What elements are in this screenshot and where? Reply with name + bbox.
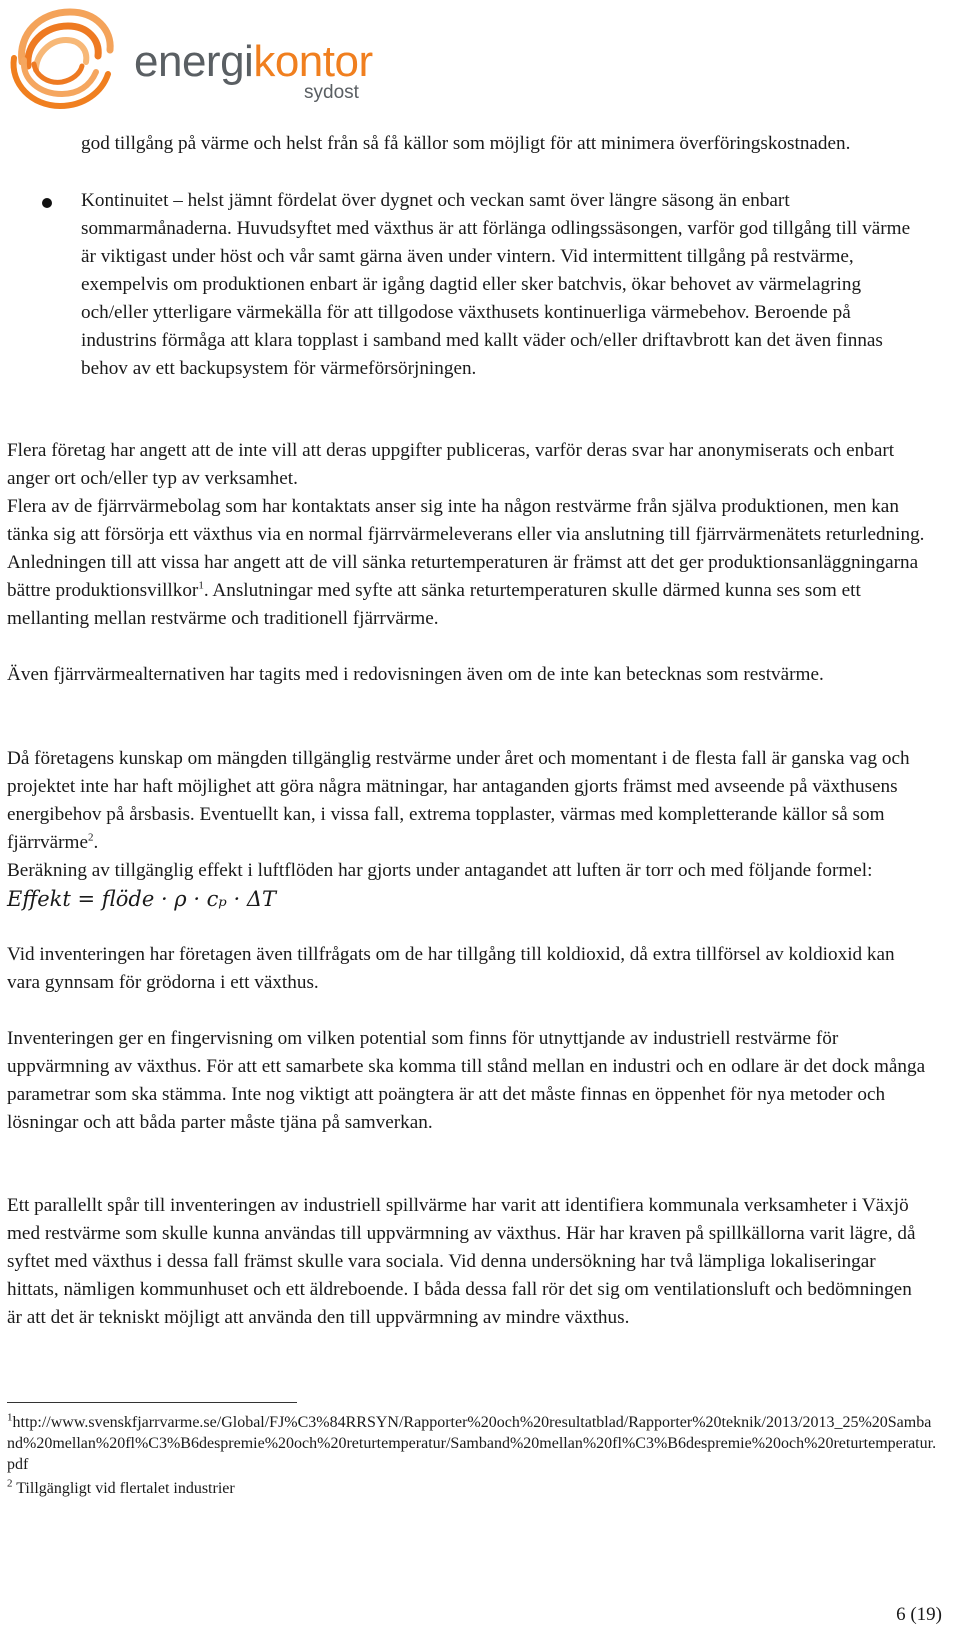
- footnote-ref-2: 2: [87, 831, 94, 844]
- paragraph-parallel-track: Ett parallellt spår till inventeringen av industriell spillvärme har varit att identifiera kommunala verksamheter i Växjö med restvärme som skulle kunna användas till uppvärmning av växthus. Här har kraven på spillkällorna varit lägre, då syftet med växthus i dessa fall främst skulle vara sociala. Vid denna undersökning har två lämpliga lokaliseringar hittats, nämligen kommunhuset och ett äldreboende. I båda dessa fall rör det sig om ventilationsluft och bedömningen är att det är tekniskt möjligt att använda den till uppvärmning av mindre växthus.: [7, 1195, 916, 1328]
- footnote-2-number: 2: [7, 1477, 13, 1490]
- paragraph-calculation-text: Beräkning av tillgänglig effekt i luftflöden har gjorts under antagandet att luften är torr och med följande formel:: [7, 860, 873, 881]
- paragraph-alternatives: Även fjärrvärmealternativen har tagits med i redovisningen även om de inte kan betecknas som restvärme.: [7, 664, 824, 685]
- paragraph-co2: Vid inventeringen har företagen även tillfrågats om de har tillgång till koldioxid, då extra tillförsel av koldioxid kan vara gynnsam för grödorna i ett växthus.: [7, 944, 895, 993]
- paragraph-knowledge: [7, 745, 929, 857]
- energikontor-logo: [0, 0, 400, 110]
- paragraph-district-heating-text: Flera av de fjärrvärmebolag som har kontaktats anser sig inte ha någon restvärme från själva produktionen, men kan tänka sig att försörja ett växthus via en normal fjärrvärmeleverans eller via anslutning till fjärrvärmenätets returledning. Anledningen till att vissa har angett att de vill sänka returtemperaturen är främst att det ger produktionsanläggningarna bättre produktionsvillkor: [7, 496, 925, 601]
- footnote-1-link[interactable]: http://www.svenskfjarrvarme.se/Global/FJ%C3%84RRSYN/Rapporter%20och%20resultatblad/Rapporter%20teknik/2013/2013_25%20Samband%20mellan%20fl%C3%B6despremie%20och%20returtemperatur/Samband%20mellan%20fl%C3%B6despremie%20och%20returtemperatur.pdf: [7, 1414, 937, 1473]
- footnote-2: [7, 1478, 937, 1499]
- paragraph-inventory: Inventeringen ger en fingervisning om vilken potential som finns för utnyttjande av industriell restvärme för uppvärmning av växthus. För att ett samarbete ska komma till stånd mellan en industri och en odlare är det dock många parametrar som ska stämma. Inte nog viktigt att poängtera är att det måste finnas en öppenhet för nya metoder och lösningar och att båda parter måste tjäna på samverkan.: [7, 1028, 926, 1133]
- brand-name-kontor: kontor: [253, 37, 373, 86]
- paragraph-continuation: god tillgång på värme och helst från så få källor som möjligt för att minimera överföringskostnaden.: [81, 133, 851, 154]
- bullet-icon: [42, 198, 52, 208]
- brand-subtitle: sydost: [304, 82, 359, 103]
- paragraph-knowledge-end: .: [93, 832, 99, 853]
- footnote-1-number: 1: [7, 1411, 13, 1424]
- swirl-logo-icon: [0, 0, 130, 112]
- paragraph-anonymized: Flera företag har angett att de inte vill att deras uppgifter publiceras, varför deras svar har anonymiserats och enbart anger ort och/eller typ av verksamhet.: [7, 440, 895, 489]
- paragraph-knowledge-text: Då företagens kunskap om mängden tillgänglig restvärme under året och momentant i de flesta fall är ganska vag och projektet inte har haft möjlighet att göra några mätningar, har antaganden gjorts främst med avseende på växthusens energibehov på årsbasis. Eventuellt kan, i vissa fall, extrema topplaster, värmas med kompletterande källor så som fjärrvärme: [7, 748, 910, 853]
- paragraph-district-heating: [7, 493, 929, 633]
- brand-name: [134, 37, 373, 86]
- footnote-ref-1: 1: [198, 579, 204, 592]
- effect-formula: Effekt = flöde · ρ · cₚ · ΔT: [7, 887, 277, 911]
- paragraph-district-heating-text-cont: . Anslutningar med syfte att sänka returtemperaturen skulle därmed kunna ses som ett mellanting mellan restvärme och traditionell fjärrvärme.: [7, 580, 861, 629]
- brand-name-energi: energi: [134, 37, 254, 86]
- page-number: 6 (19): [896, 1604, 942, 1625]
- footnote-1: [7, 1412, 937, 1475]
- bullet-paragraph-kontinuitet: Kontinuitet – helst jämnt fördelat över dygnet och veckan samt över längre säsong än enbart sommarmånaderna. Huvudsyftet med växthus är att förlänga odlingssäsongen, varför god tillgång till värme är viktigast under höst och vår samt gärna även under vintern. Vid intermittent tillgång på restvärme, exempelvis om produktionen enbart är igång dagtid eller sker batchvis, ökar behovet av värmelagring och/eller ytterligare värmekälla för att tillgodose växthusets kontinuerliga värmebehov. Beroende på industrins förmåga att klara topplast i samband med kallt väder och/eller driftavbrott kan det även finnas behov av ett backupsystem för värmeförsörjningen.: [81, 190, 911, 379]
- paragraph-calculation: [7, 857, 929, 915]
- footnote-separator: [7, 1402, 297, 1403]
- footnote-2-text: Tillgängligt vid flertalet industrier: [12, 1480, 235, 1497]
